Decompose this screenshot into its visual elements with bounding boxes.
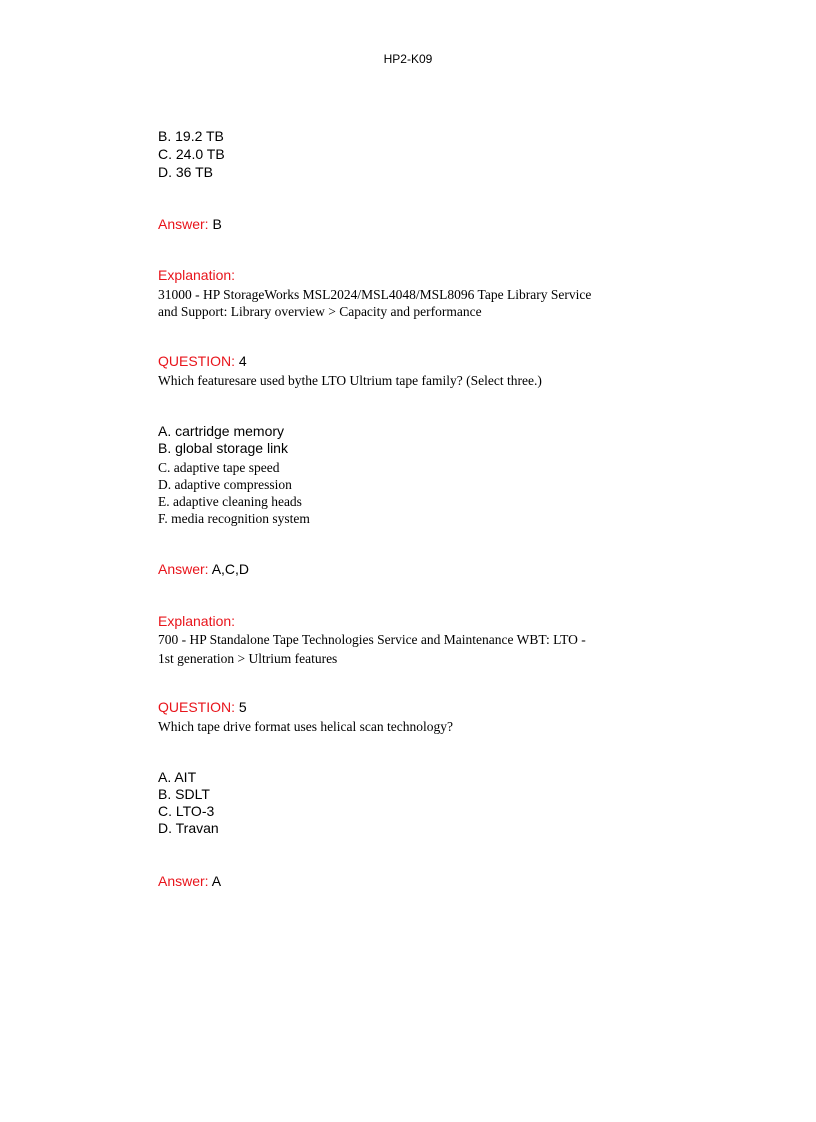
question-number: 5 xyxy=(235,699,247,715)
question-heading xyxy=(158,699,247,716)
option-c: C. adaptive tape speed xyxy=(158,460,280,475)
answer-label: Answer: xyxy=(158,561,209,577)
option-a: A. AIT xyxy=(158,769,197,785)
answer-value: A,C,D xyxy=(208,561,250,577)
answer-line xyxy=(158,216,222,233)
option-c: C. 24.0 TB xyxy=(158,146,225,162)
option-b: B. SDLT xyxy=(158,786,210,802)
page-header: HP2-K09 xyxy=(383,52,433,66)
question-label: QUESTION: xyxy=(158,353,236,369)
answer-value: B xyxy=(208,216,222,232)
option-f: F. media recognition system xyxy=(158,511,310,526)
answer-value: A xyxy=(208,873,222,889)
question-text: Which tape drive format uses helical scan technology? xyxy=(158,719,454,734)
question-number: 4 xyxy=(235,353,247,369)
option-a: A. cartridge memory xyxy=(158,423,285,439)
answer-label: Answer: xyxy=(158,873,209,889)
explanation-text: 1st generation > Ultrium features xyxy=(158,651,338,666)
question-text: Which featuresare used bythe LTO Ultrium tape family? (Select three.) xyxy=(158,373,542,388)
question-heading xyxy=(158,353,247,370)
option-d: D. adaptive compression xyxy=(158,477,292,492)
option-b: B. global storage link xyxy=(158,440,288,456)
explanation-text: 700 - HP Standalone Tape Technologies Service and Maintenance WBT: LTO - xyxy=(158,632,586,647)
option-c: C. LTO-3 xyxy=(158,803,215,819)
explanation-text: and Support: Library overview > Capacity and performance xyxy=(158,304,482,319)
answer-line xyxy=(158,561,249,578)
option-b: B. 19.2 TB xyxy=(158,128,224,144)
explanation-label: Explanation: xyxy=(158,267,236,283)
option-e: E. adaptive cleaning heads xyxy=(158,494,302,509)
option-d: D. 36 TB xyxy=(158,164,213,180)
answer-line xyxy=(158,873,221,890)
answer-label: Answer: xyxy=(158,216,209,232)
explanation-text: 31000 - HP StorageWorks MSL2024/MSL4048/MSL8096 Tape Library Service xyxy=(158,287,592,302)
option-d: D. Travan xyxy=(158,820,219,836)
explanation-label: Explanation: xyxy=(158,613,236,629)
question-label: QUESTION: xyxy=(158,699,236,715)
